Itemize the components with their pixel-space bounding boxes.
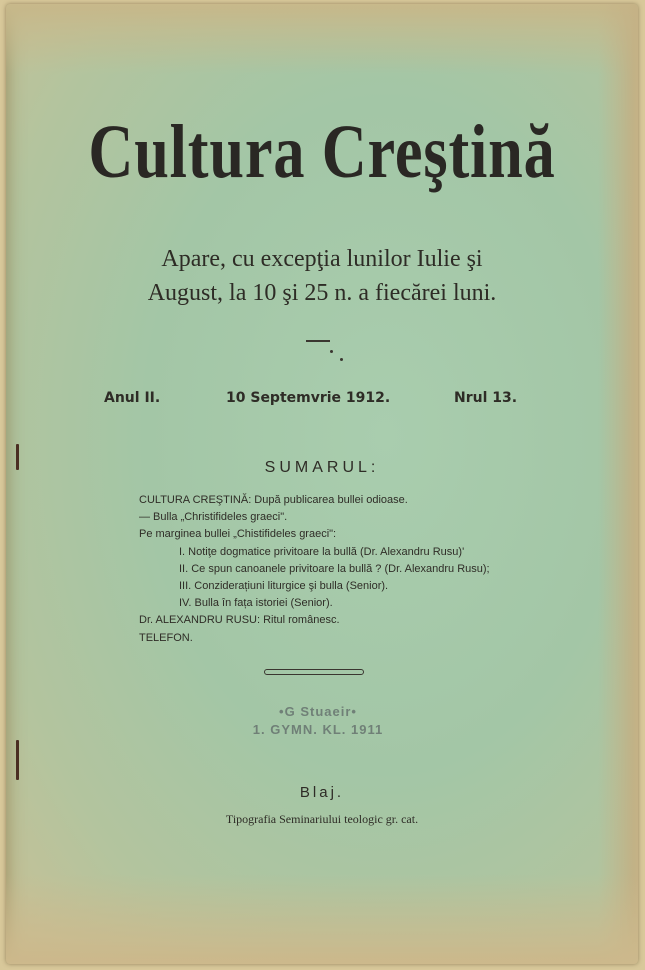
- toc-entry: III. Conziderațiuni liturgice şi bulla (Senior).: [179, 580, 389, 593]
- toc-entry: — Bulla „Christifideles graeci".: [139, 511, 288, 524]
- binding-mark: [16, 740, 19, 780]
- toc-entry: II. Ce spun canoanele privitoare la bullă ? (Dr. Alexandru Rusu);: [179, 562, 490, 575]
- table-of-contents: [139, 492, 559, 647]
- issue-number: Nrul 13.: [454, 390, 518, 406]
- toc-entry: Pe marginea bullei „Chistifideles graeci":: [139, 528, 337, 541]
- stamp-line-1: •G Stuaeir•: [279, 704, 357, 719]
- subtitle-line-1: Apare, cu excepţia lunilor Iulie şi: [161, 246, 483, 272]
- issue-date: 10 Septemvrie 1912.: [226, 390, 391, 406]
- masthead-title: Cultura Creştină: [88, 110, 556, 194]
- subtitle-line-2: August, la 10 şi 25 n. a fiecărei luni.: [147, 280, 497, 306]
- issue-year: Anul II.: [104, 390, 161, 406]
- toc-entry: TELEFON.: [139, 631, 193, 644]
- toc-entry: IV. Bulla în fața istoriei (Senior).: [179, 597, 333, 610]
- ornamental-divider: [264, 669, 364, 675]
- paper-edge-bottom: [6, 874, 638, 964]
- toc-entry: I. Notiţe dogmatice privitoare la bullă (Dr. Alexandru Rusu)': [179, 545, 465, 558]
- ornament-dot: [340, 358, 343, 361]
- imprint-printer: Tipografia Seminariului teologic gr. cat.: [225, 812, 419, 826]
- masthead-subtitle: [6, 242, 638, 310]
- toc-entry: CULTURA CREŞTINĂ: După publicarea bullei odioase.: [139, 494, 408, 506]
- toc-entry: Dr. ALEXANDRU RUSU: Ritul românesc.: [139, 614, 340, 627]
- binding-mark: [16, 444, 19, 470]
- summary-heading: SUMARUL:: [264, 459, 380, 476]
- magazine-cover: [6, 4, 638, 964]
- library-stamp: [238, 704, 398, 737]
- ornament-dot: [330, 350, 333, 353]
- stamp-line-2: 1. GYMN. KL. 1911: [252, 722, 384, 737]
- ornament-dash: [306, 340, 330, 342]
- paper-edge-top: [6, 4, 638, 74]
- imprint-place: Blaj.: [299, 784, 345, 801]
